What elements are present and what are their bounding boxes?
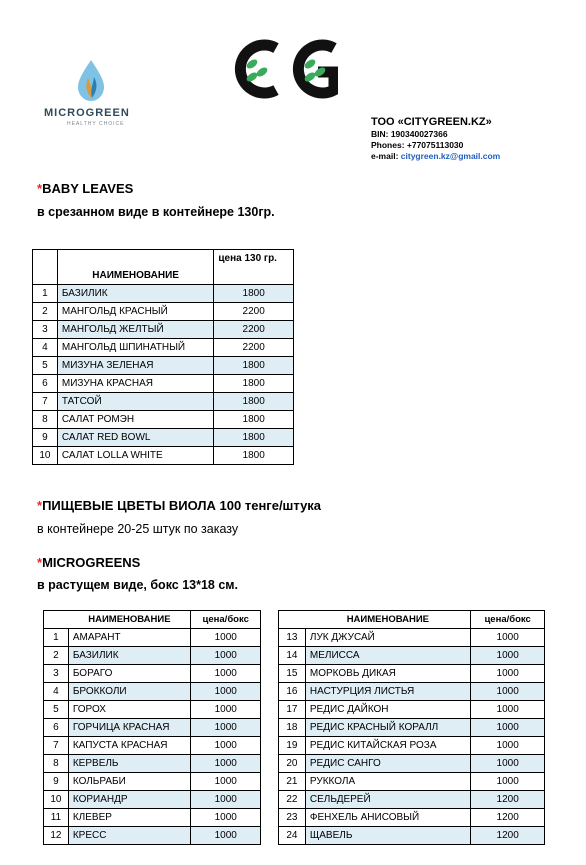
row-number: 20 xyxy=(279,755,306,773)
item-price: 1200 xyxy=(471,791,545,809)
table-row xyxy=(33,429,294,447)
item-name: МАНГОЛЬД КРАСНЫЙ xyxy=(57,303,213,321)
item-price: 1800 xyxy=(214,393,294,411)
item-name: КОРИАНДР xyxy=(68,791,191,809)
table-row xyxy=(279,701,545,719)
table-row xyxy=(44,827,261,845)
item-price: 1000 xyxy=(471,737,545,755)
row-number: 4 xyxy=(44,683,69,701)
company-email-row xyxy=(371,151,500,162)
row-number: 21 xyxy=(279,773,306,791)
item-price: 1800 xyxy=(214,447,294,465)
item-price: 1000 xyxy=(191,755,261,773)
column-header-price: цена 130 гр. xyxy=(214,250,294,285)
item-price: 1200 xyxy=(471,827,545,845)
table-row xyxy=(279,629,545,647)
item-price: 1000 xyxy=(471,629,545,647)
email-label: e-mail: xyxy=(371,151,399,161)
item-name: МЕЛИССА xyxy=(305,647,470,665)
item-price: 2200 xyxy=(214,321,294,339)
table-row xyxy=(279,755,545,773)
item-price: 1000 xyxy=(191,629,261,647)
item-price: 1000 xyxy=(191,701,261,719)
column-header-price: цена/бокс xyxy=(471,611,545,629)
item-name: МАНГОЛЬД ШПИНАТНЫЙ xyxy=(57,339,213,357)
item-price: 2200 xyxy=(214,339,294,357)
microgreen-logo xyxy=(40,52,140,132)
row-number: 3 xyxy=(44,665,69,683)
item-name: РЕДИС САНГО xyxy=(305,755,470,773)
item-name: КЕРВЕЛЬ xyxy=(68,755,191,773)
row-number: 23 xyxy=(279,809,306,827)
item-name: ЛУК ДЖУСАЙ xyxy=(305,629,470,647)
item-price: 1000 xyxy=(471,647,545,665)
company-name: ТОО «CITYGREEN.KZ» xyxy=(371,116,492,128)
table-row xyxy=(44,683,261,701)
table-row xyxy=(44,809,261,827)
row-number: 15 xyxy=(279,665,306,683)
item-name: НАСТУРЦИЯ ЛИСТЬЯ xyxy=(305,683,470,701)
microgreen-wordmark: MICROGREEN xyxy=(44,107,130,119)
column-header-name: НАИМЕНОВАНИЕ xyxy=(68,611,191,629)
item-name: РЕДИС КИТАЙСКАЯ РОЗА xyxy=(305,737,470,755)
company-info xyxy=(371,115,500,162)
item-price: 1000 xyxy=(471,773,545,791)
table-row xyxy=(279,719,545,737)
table-row xyxy=(44,647,261,665)
table-row xyxy=(44,719,261,737)
row-number: 10 xyxy=(33,447,58,465)
item-name: БАЗИЛИК xyxy=(68,647,191,665)
item-name: МОРКОВЬ ДИКАЯ xyxy=(305,665,470,683)
item-price: 1000 xyxy=(471,665,545,683)
citygreen-logo xyxy=(230,34,338,104)
item-price: 1800 xyxy=(214,375,294,393)
table-row xyxy=(33,357,294,375)
item-name: ТАТСОЙ xyxy=(57,393,213,411)
section-microgreens-subtitle: в растущем виде, бокс 13*18 см. xyxy=(37,578,239,592)
table-row xyxy=(33,375,294,393)
item-name: РЕДИС КРАСНЫЙ КОРАЛЛ xyxy=(305,719,470,737)
item-price: 1800 xyxy=(214,429,294,447)
table-row xyxy=(279,737,545,755)
row-number: 9 xyxy=(33,429,58,447)
row-number: 3 xyxy=(33,321,58,339)
item-price: 1000 xyxy=(471,755,545,773)
row-number: 6 xyxy=(33,375,58,393)
table-row xyxy=(33,411,294,429)
item-price: 1000 xyxy=(471,701,545,719)
row-number: 2 xyxy=(33,303,58,321)
row-number: 5 xyxy=(44,701,69,719)
item-price: 1000 xyxy=(191,665,261,683)
column-header-price: цена/бокс xyxy=(191,611,261,629)
table-row xyxy=(279,683,545,701)
item-price: 1200 xyxy=(471,809,545,827)
item-name: РЕДИС ДАЙКОН xyxy=(305,701,470,719)
table-row xyxy=(44,737,261,755)
microgreens-table-left xyxy=(43,610,261,845)
item-price: 1000 xyxy=(471,719,545,737)
microgreen-tagline: HEALTHY CHOICE xyxy=(67,121,125,127)
item-name: СЕЛЬДЕРЕЙ xyxy=(305,791,470,809)
item-price: 1800 xyxy=(214,411,294,429)
item-price: 1000 xyxy=(191,791,261,809)
item-price: 1000 xyxy=(191,719,261,737)
table-row xyxy=(33,393,294,411)
item-name: РУККОЛА xyxy=(305,773,470,791)
row-number: 1 xyxy=(33,285,58,303)
item-name: КАПУСТА КРАСНАЯ xyxy=(68,737,191,755)
water-drop-icon xyxy=(77,58,105,102)
item-price: 1000 xyxy=(191,737,261,755)
item-price: 1800 xyxy=(214,285,294,303)
table-row xyxy=(279,647,545,665)
table-row xyxy=(44,773,261,791)
row-number: 11 xyxy=(44,809,69,827)
table-row xyxy=(44,665,261,683)
item-price: 1000 xyxy=(191,647,261,665)
row-number: 19 xyxy=(279,737,306,755)
item-price: 1000 xyxy=(191,683,261,701)
table-row xyxy=(33,285,294,303)
item-price: 1000 xyxy=(191,809,261,827)
item-price: 1000 xyxy=(191,827,261,845)
table-row xyxy=(279,791,545,809)
row-number: 6 xyxy=(44,719,69,737)
row-number: 22 xyxy=(279,791,306,809)
row-number: 18 xyxy=(279,719,306,737)
table-row xyxy=(44,701,261,719)
section-baby-leaves-title: *BABY LEAVES xyxy=(37,181,134,196)
item-name: МИЗУНА КРАСНАЯ xyxy=(57,375,213,393)
row-number: 12 xyxy=(44,827,69,845)
section-viola-title: *ПИЩЕВЫЕ ЦВЕТЫ ВИОЛА 100 тенге/штука xyxy=(37,498,322,513)
table-row xyxy=(279,827,545,845)
table-row xyxy=(279,665,545,683)
item-price: 1800 xyxy=(214,357,294,375)
section-viola-subtitle: в контейнере 20-25 штук по заказу xyxy=(37,522,239,536)
item-price: 1000 xyxy=(191,773,261,791)
section-microgreens-title: *MICROGREENS xyxy=(37,555,141,570)
row-number: 24 xyxy=(279,827,306,845)
row-number: 10 xyxy=(44,791,69,809)
item-name: ЩАВЕЛЬ xyxy=(305,827,470,845)
column-header-name: НАИМЕНОВАНИЕ xyxy=(305,611,470,629)
row-number: 1 xyxy=(44,629,69,647)
item-name: ГОРОХ xyxy=(68,701,191,719)
row-number: 7 xyxy=(33,393,58,411)
item-name: БАЗИЛИК xyxy=(57,285,213,303)
row-number: 14 xyxy=(279,647,306,665)
company-phones: Phones: +77075113030 xyxy=(371,140,464,150)
item-name: КРЕСС xyxy=(68,827,191,845)
table-row xyxy=(33,321,294,339)
table-row xyxy=(279,809,545,827)
row-number: 9 xyxy=(44,773,69,791)
email-link[interactable]: citygreen.kz@gmail.com xyxy=(400,151,501,161)
item-name: АМАРАНТ xyxy=(68,629,191,647)
table-row xyxy=(44,755,261,773)
row-number: 13 xyxy=(279,629,306,647)
row-number: 2 xyxy=(44,647,69,665)
item-name: МИЗУНА ЗЕЛЕНАЯ xyxy=(57,357,213,375)
table-row xyxy=(33,339,294,357)
item-price: 1000 xyxy=(471,683,545,701)
section-baby-leaves-subtitle: в срезанном виде в контейнере 130гр. xyxy=(37,205,275,219)
baby-leaves-table xyxy=(32,249,294,465)
row-number: 5 xyxy=(33,357,58,375)
row-number: 8 xyxy=(44,755,69,773)
item-name: МАНГОЛЬД ЖЕЛТЫЙ xyxy=(57,321,213,339)
table-row xyxy=(33,447,294,465)
row-number: 8 xyxy=(33,411,58,429)
microgreens-table-right xyxy=(278,610,545,845)
table-row xyxy=(44,791,261,809)
item-name: БОРАГО xyxy=(68,665,191,683)
row-number: 4 xyxy=(33,339,58,357)
item-name: КОЛЬРАБИ xyxy=(68,773,191,791)
item-price: 2200 xyxy=(214,303,294,321)
row-number: 17 xyxy=(279,701,306,719)
table-row xyxy=(33,303,294,321)
item-name: КЛЕВЕР xyxy=(68,809,191,827)
item-name: ГОРЧИЦА КРАСНАЯ xyxy=(68,719,191,737)
row-number: 7 xyxy=(44,737,69,755)
column-header-name: НАИМЕНОВАНИЕ xyxy=(57,250,213,285)
table-row xyxy=(44,629,261,647)
item-name: ФЕНХЕЛЬ АНИСОВЫЙ xyxy=(305,809,470,827)
company-bin: BIN: 190340027366 xyxy=(371,129,448,139)
item-name: САЛАТ РОМЭН xyxy=(57,411,213,429)
item-name: БРОККОЛИ xyxy=(68,683,191,701)
table-row xyxy=(279,773,545,791)
item-name: САЛАТ RED BOWL xyxy=(57,429,213,447)
item-name: САЛАТ LOLLA WHITE xyxy=(57,447,213,465)
row-number: 16 xyxy=(279,683,306,701)
